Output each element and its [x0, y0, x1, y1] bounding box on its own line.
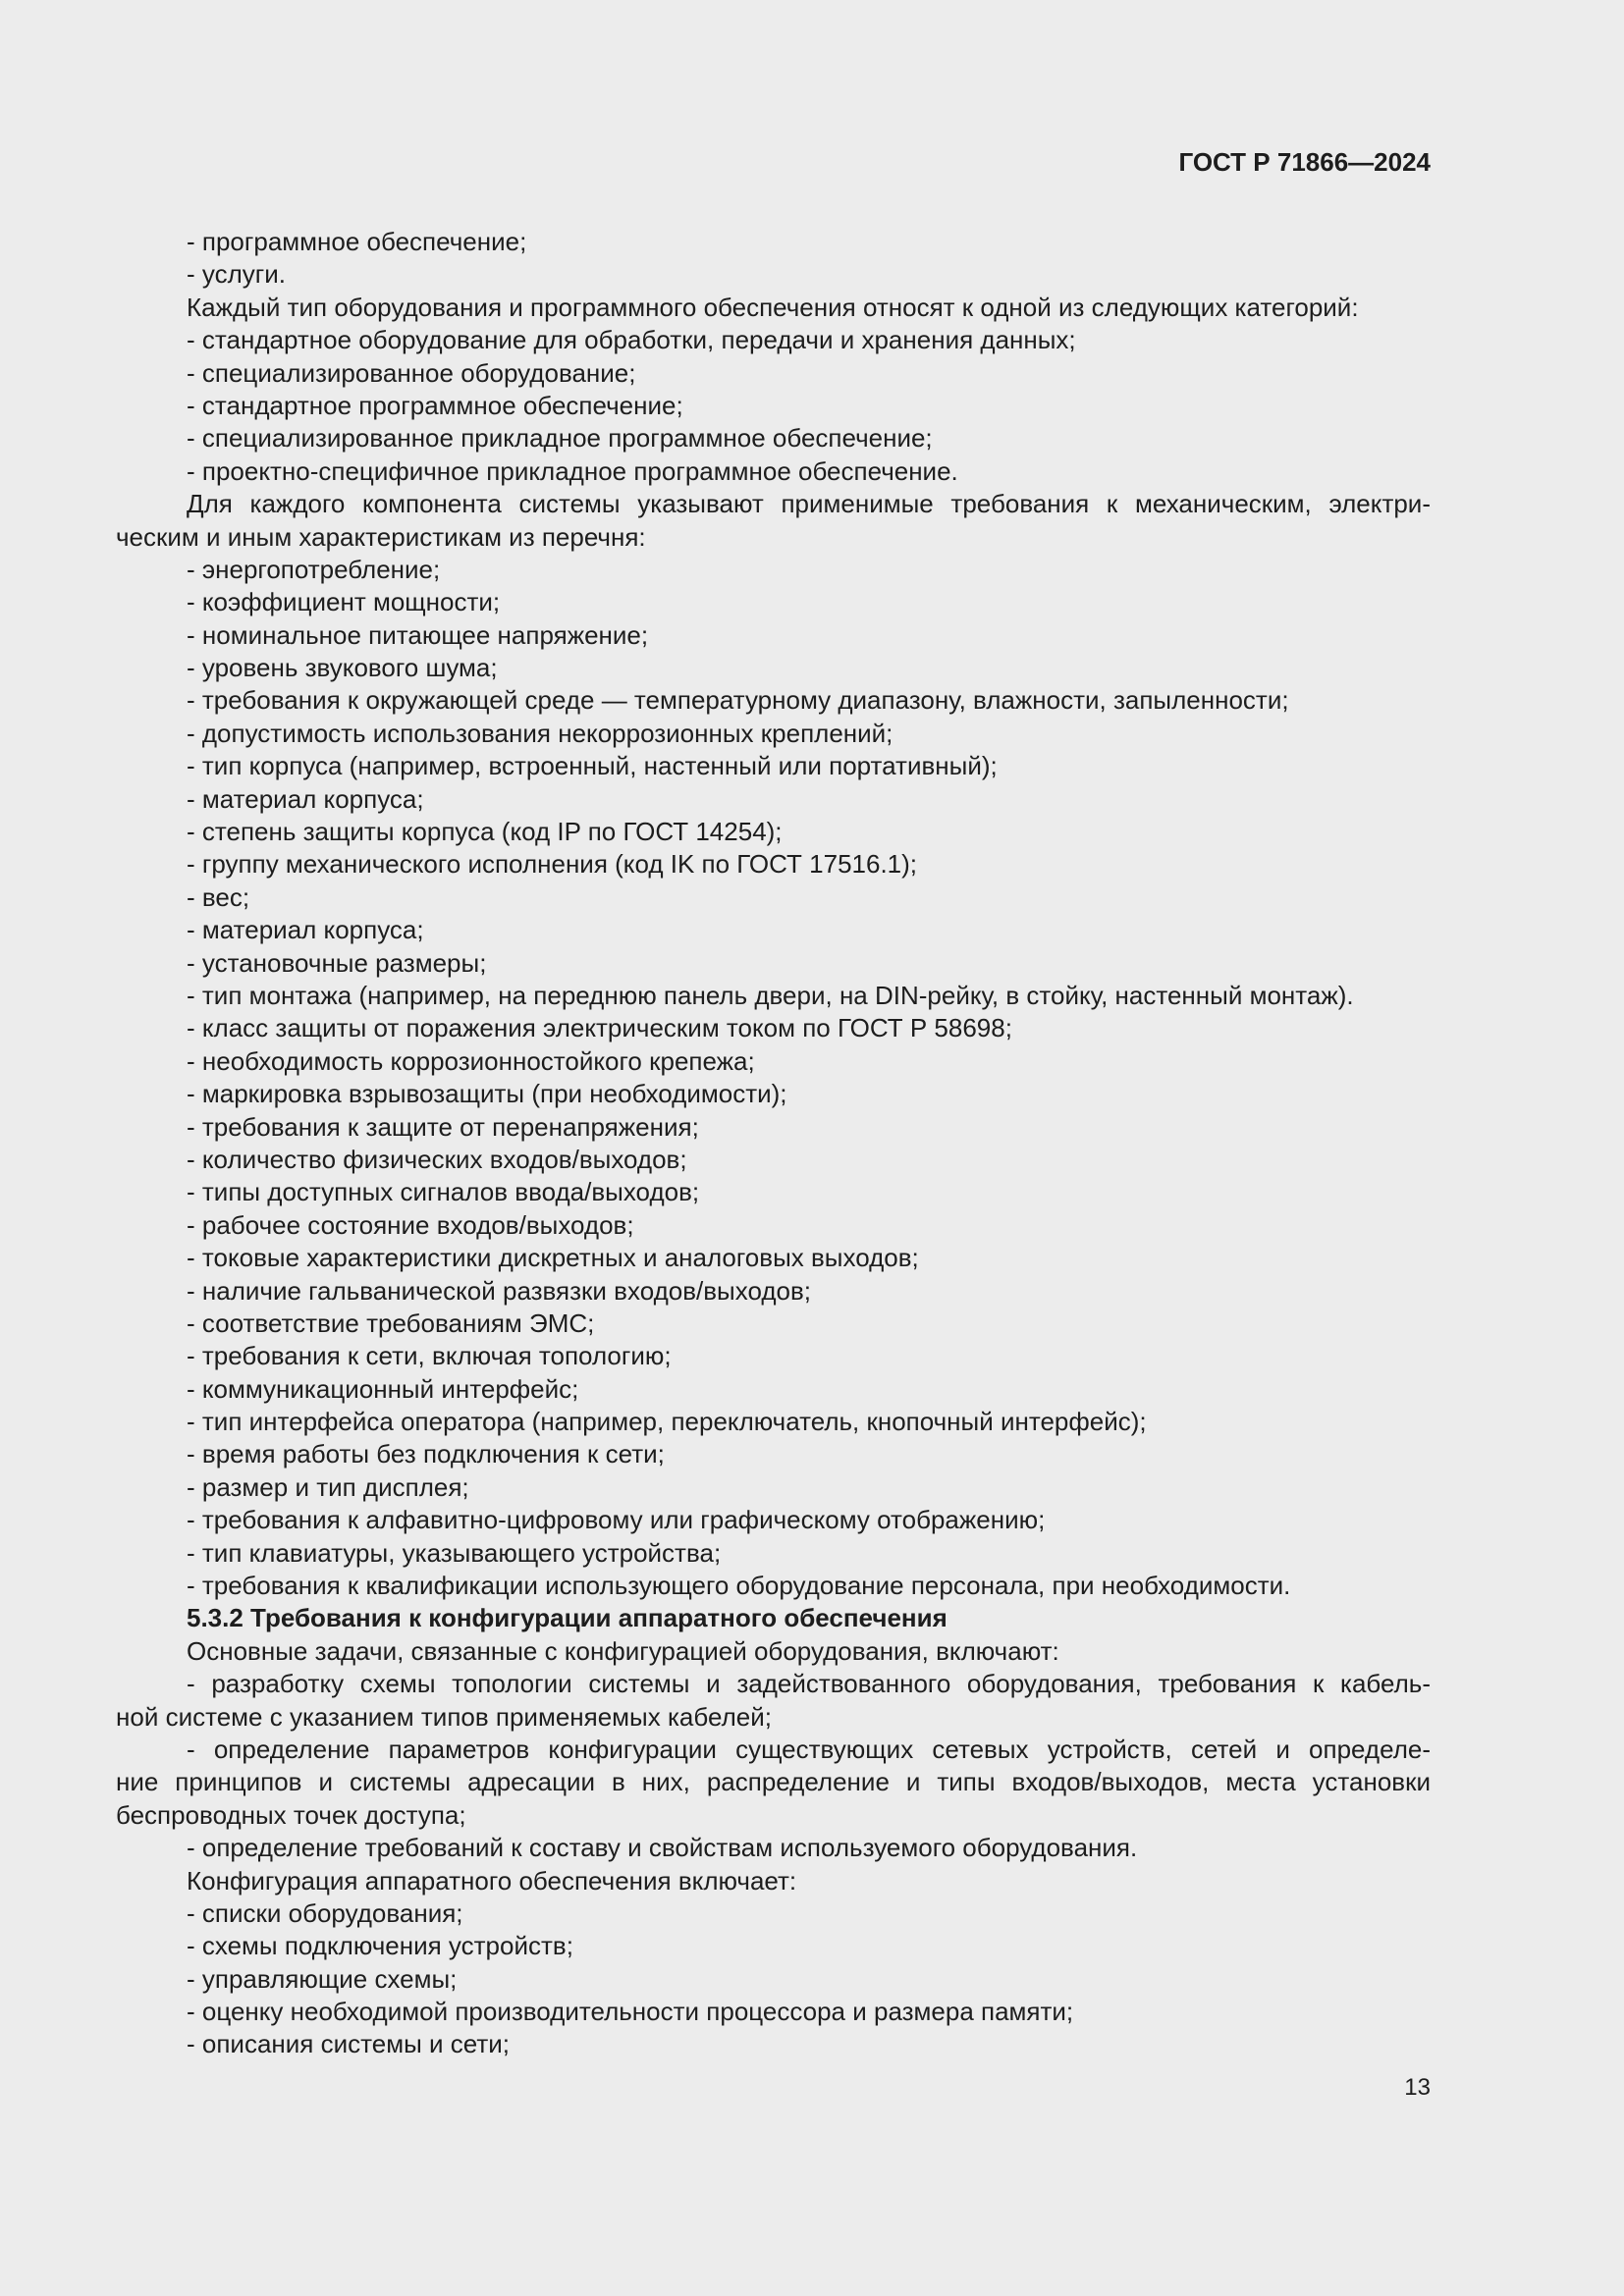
list-item: - тип монтажа (например, на переднюю панель двери, на DIN-рейку, в стойку, настенный монтаж). — [187, 980, 1354, 1010]
list-item: - схемы подключения устройств; — [187, 1931, 573, 1961]
paragraph-line: Каждый тип оборудования и программного обеспечения относят к одной из следующих категорий: — [187, 292, 1359, 322]
list-item: - программное обеспечение; — [187, 227, 527, 256]
list-item: - наличие гальванической развязки входов/выходов; — [187, 1275, 812, 1306]
list-item: - необходимость коррозионностойкого крепежа; — [187, 1045, 755, 1076]
list-item: - энергопотребление; — [187, 554, 441, 584]
list-item: - допустимость использования некоррозионных креплений; — [187, 718, 893, 748]
list-item: - определение параметров конфигурации существующих сетевых устройств, сетей и определе- — [187, 1734, 1431, 1764]
list-item: - коэффициент мощности; — [187, 587, 501, 617]
list-item: - типы доступных сигналов ввода/выходов; — [187, 1177, 700, 1207]
document-body — [116, 226, 1431, 2061]
paragraph-line: ние принципов и системы адресации в них, распределение и типы входов/выходов, места установки — [116, 1767, 1431, 1797]
paragraph-line: ческим и иным характеристикам из перечня: — [116, 521, 646, 552]
list-item: - маркировка взрывозащиты (при необходимости); — [187, 1079, 787, 1109]
paragraph-line: Конфигурация аппаратного обеспечения включает: — [187, 1865, 797, 1896]
list-item: - требования к сети, включая топологию; — [187, 1341, 672, 1371]
paragraph-line: Для каждого компонента системы указывают применимые требования к механическим, электри- — [187, 489, 1431, 519]
list-item: - токовые характеристики дискретных и аналоговых выходов; — [187, 1243, 919, 1273]
list-item: - специализированное прикладное программное обеспечение; — [187, 423, 933, 454]
paragraph-line: Основные задачи, связанные с конфигурацией оборудования, включают: — [187, 1635, 1059, 1666]
list-item: - установочные размеры; — [187, 947, 487, 978]
list-item: - уровень звукового шума; — [187, 653, 498, 683]
list-item: - номинальное питающее напряжение; — [187, 619, 649, 650]
list-item: - разработку схемы топологии системы и задействованного оборудования, требования к кабель- — [187, 1669, 1431, 1699]
list-item: - услуги. — [187, 259, 286, 290]
page-number: 13 — [1404, 2074, 1431, 2101]
list-item: - коммуникационный интерфейс; — [187, 1373, 579, 1404]
list-item: - класс защиты от поражения электрическим током по ГОСТ Р 58698; — [187, 1013, 1012, 1043]
list-item: - тип клавиатуры, указывающего устройства; — [187, 1537, 722, 1568]
list-item: - стандартное программное обеспечение; — [187, 390, 683, 420]
paragraph-line: ной системе с указанием типов применяемых кабелей; — [116, 1701, 772, 1732]
list-item: - определение требований к составу и свойствам используемого оборудования. — [187, 1833, 1138, 1863]
list-item: - стандартное оборудование для обработки, передачи и хранения данных; — [187, 325, 1076, 355]
list-item: - тип интерфейса оператора (например, переключатель, кнопочный интерфейс); — [187, 1407, 1147, 1437]
list-item: - описания системы и сети; — [187, 2029, 510, 2059]
list-item: - размер и тип дисплея; — [187, 1471, 469, 1502]
list-item: - требования к окружающей среде — температурному диапазону, влажности, запыленности; — [187, 685, 1289, 716]
paragraph-line: беспроводных точек доступа; — [116, 1799, 466, 1830]
list-item: - время работы без подключения к сети; — [187, 1439, 665, 1469]
list-item: - вес; — [187, 881, 250, 912]
list-item: - оценку необходимой производительности процессора и размера памяти; — [187, 1997, 1074, 2027]
list-item: - требования к защите от перенапряжения; — [187, 1111, 699, 1142]
list-item: - требования к алфавитно-цифровому или графическому отображению; — [187, 1505, 1046, 1535]
list-item: - проектно-специфичное прикладное программное обеспечение. — [187, 455, 958, 486]
list-item: - рабочее состояние входов/выходов; — [187, 1209, 634, 1240]
list-item: - управляющие схемы; — [187, 1963, 458, 1994]
list-item: - списки оборудования; — [187, 1897, 463, 1928]
document-code-header: ГОСТ Р 71866—2024 — [1178, 147, 1431, 177]
list-item: - материал корпуса; — [187, 915, 424, 945]
list-item: - материал корпуса; — [187, 783, 424, 814]
list-item: - группу механического исполнения (код IK по ГОСТ 17516.1); — [187, 849, 918, 880]
list-item: - соответствие требованиям ЭМС; — [187, 1308, 595, 1338]
list-item: - степень защиты корпуса (код IP по ГОСТ 14254); — [187, 817, 783, 847]
section-heading: 5.3.2 Требования к конфигурации аппаратного обеспечения — [187, 1603, 947, 1633]
list-item: - требования к квалификации использующего оборудование персонала, при необходимости. — [187, 1571, 1291, 1601]
list-item: - специализированное оборудование; — [187, 357, 636, 388]
list-item: - количество физических входов/выходов; — [187, 1144, 687, 1174]
list-item: - тип корпуса (например, встроенный, настенный или портативный); — [187, 751, 998, 781]
